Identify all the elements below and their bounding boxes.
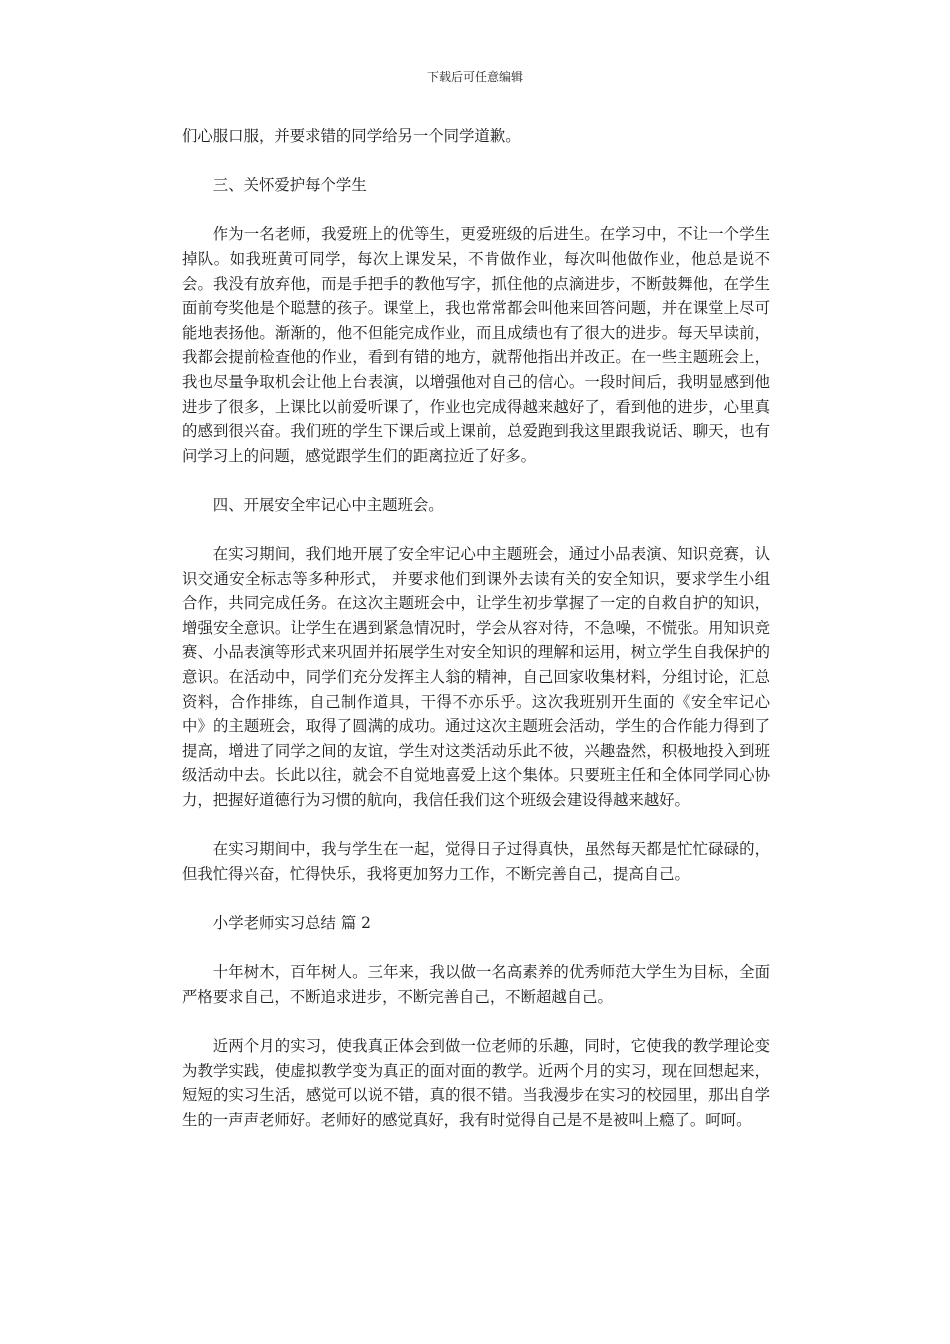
continuation-paragraph: 们心服口服，并要求错的同学给另一个同学道歉。 (182, 127, 521, 145)
page-header: 下载后可任意编辑 (426, 70, 523, 84)
section-heading-part2: 小学老师实习总结 篇 2 (212, 914, 371, 932)
body-paragraph: 在实习期间中，我与学生在一起，觉得日子过得真快，虽然每天都是忙忙碌碌的，但我忙得兴奋，忙得快乐，我将更加努力工作，不断完善自己，提高自己。 (182, 840, 770, 883)
section-heading-safety: 四、开展安全牢记心中主题班会。 (212, 495, 444, 514)
document-body (182, 124, 770, 1157)
body-paragraph: 在实习期间，我们地开展了安全牢记心中主题班会，通过小品表演、知识竞赛，认识交通安全标志等多种形式， 并要求他们到课外去读有关的安全知识，要求学生小组合作，共同完成任务。在这次主题班会中，让学生初步掌握了一定的自救自护的知识，增强安全意识。让学生在遇到紧急情况时，学会从容对待，不急噪，不慌张。用知识竞赛、小品表演等形式来巩固并拓展学生对安全知识的理解和运用，树立学生自我保护的意识。在活动中，同学们充分发挥主人翁的精神，自己回家收集材料，分组讨论，汇总资料，合作排练，自己制作道具，干得不亦乐乎。这次我班别开生面的《安全牢记心中》的主题班会，取得了圆满的成功。通过这次主题班会活动，学生的合作能力得到了提高，增进了同学之间的友谊，学生对这类活动乐此不彼，兴趣盎然，积极地投入到班级活动中去。长此以往，就会不自觉地喜爱上这个集体。只要班主任和全体同学同心协力，把握好道德行为习惯的航向，我信任我们这个班级会建设得越来越好。 (182, 545, 770, 810)
body-paragraph: 十年树木，百年树人。三年来，我以做一名高素养的优秀师范大学生为目标，全面严格要求自己，不断追求进步，不断完善自己，不断超越自己。 (182, 963, 770, 1006)
body-paragraph: 近两个月的实习，使我真正体会到做一位老师的乐趣，同时，它使我的教学理论变为教学实践，使虚拟教学变为真正的面对面的教学。近两个月的实习，现在回想起来，短短的实习生活，感觉可以说不错，真的很不错。当我漫步在实习的校园里，那出自学生的一声声老师好。老师好的感觉真好，我有时觉得自己是不是被叫上瘾了。呵呵。 (182, 1036, 770, 1129)
body-paragraph: 作为一名老师，我爱班上的优等生，更爱班级的后进生。在学习中，不让一个学生掉队。如我班黄可同学，每次上课发呆，不肯做作业，每次叫他做作业，他总是说不会。我没有放弃他，而是手把手的教他写字，抓住他的点滴进步，不断鼓舞他，在学生面前夸奖他是个聪慧的孩子。课堂上，我也常常都会叫他来回答问题，并在课堂上尽可能地表扬他。渐渐的，他不但能完成作业，而且成绩也有了很大的进步。每天早读前，我都会提前检查他的作业，看到有错的地方，就帮他指出并改正。在一些主题班会上，我也尽量争取机会让他上台表演，以增强他对自己的信心。一段时间后，我明显感到他进步了很多，上课比以前爱听课了，作业也完成得越来越好了，看到他的进步，心里真的感到很兴奋。我们班的学生下课后或上课前，总爱跑到我这里跟我说话、聊天，也有问学习上的问题，感觉跟学生们的距离拉近了好多。 (182, 225, 770, 465)
section-heading-care: 三、关怀爱护每个学生 (212, 176, 367, 195)
